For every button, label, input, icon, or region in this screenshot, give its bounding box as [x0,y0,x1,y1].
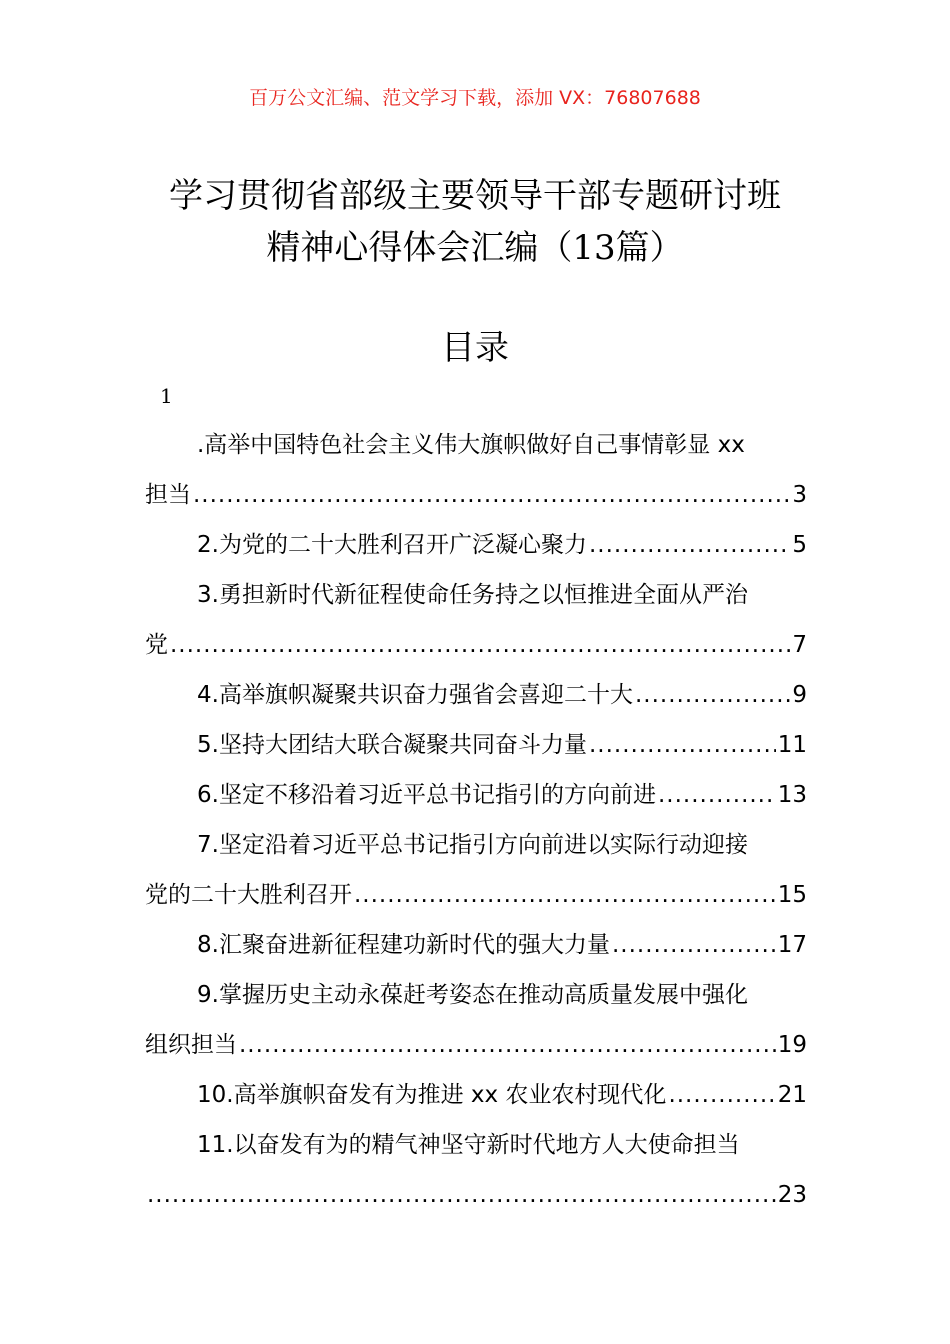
toc-entry-10-title: 10.高举旗帜奋发有为推进 xx 农业农村现代化 [197,1082,667,1108]
toc-entry-3-line-1[interactable]: 3.勇担新时代新征程使命任务持之以恒推进全面从严治 [197,582,748,608]
toc-dot-leader [668,1070,775,1120]
toc-entry-10[interactable] [145,1070,807,1120]
toc-entry-3-title-end: 党 [145,632,168,658]
document-title [0,170,950,274]
toc-dot-leader [239,1020,776,1070]
toc-heading: 目录 [441,328,509,368]
toc-entry-7-page: 15 [777,882,807,908]
toc-entry-1-page: 3 [792,482,807,508]
title-line-2 [0,222,950,274]
toc-entry-6-title: 6.坚定不移沿着习近平总书记指引的方向前进 [197,782,656,808]
toc-dot-leader [658,770,776,820]
toc-entry-7-line-1[interactable]: 7.坚定沿着习近平总书记指引方向前进以实际行动迎接 [197,832,748,858]
toc-leading-number: 1 [160,384,173,408]
toc-entry-1-line-2[interactable] [145,470,807,520]
toc-entry-9-title-end: 组织担当 [145,1032,237,1058]
toc-entry-7-title-end: 党的二十大胜利召开 [145,882,352,908]
toc-entry-9-page: 19 [777,1032,807,1058]
toc-dot-leader [612,920,776,970]
title-line-2-prefix: 精神心得体会汇编（ [266,228,573,268]
toc-entry-3-page: 7 [792,632,807,658]
toc-entry-7-line-2[interactable] [145,870,807,920]
header-watermark-note: 百万公文汇编、范文学习下载，添加 VX：76807688 [249,87,701,109]
title-line-1: 学习贯彻省部级主要领导干部专题研讨班 [169,176,781,216]
toc-dot-leader [170,620,790,670]
toc-entry-8-page: 17 [777,932,807,958]
toc-entry-9-line-1[interactable]: 9.掌握历史主动永葆赶考姿态在推动高质量发展中强化 [197,982,748,1008]
title-article-count: 13 [572,228,616,268]
toc-entry-1-title-end: 担当 [145,482,191,508]
toc-dot-leader [354,870,776,920]
toc-entry-2-page: 5 [792,532,807,558]
toc-entry-6[interactable] [145,770,807,820]
toc-entry-4-page: 9 [792,682,807,708]
toc-entry-5-title: 5.坚持大团结大联合凝聚共同奋斗力量 [197,732,587,758]
toc-dot-leader [147,1170,776,1220]
toc-entry-4-title: 4.高举旗帜凝聚共识奋力强省会喜迎二十大 [197,682,633,708]
toc-dot-leader [635,670,790,720]
toc-entry-2-title: 2.为党的二十大胜利召开广泛凝心聚力 [197,532,587,558]
toc-dot-leader [589,520,790,570]
title-line-2-suffix: 篇） [615,228,684,268]
toc-entry-1-line-1[interactable]: .高举中国特色社会主义伟大旗帜做好自己事情彰显 xx [197,432,745,458]
toc-entry-4[interactable] [145,670,807,720]
toc-entry-8[interactable] [145,920,807,970]
toc-entry-9-line-2[interactable] [145,1020,807,1070]
toc-entry-10-page: 21 [777,1082,807,1108]
toc-entry-11-line-2[interactable] [145,1170,807,1220]
toc-entry-8-title: 8.汇聚奋进新征程建功新时代的强大力量 [197,932,610,958]
toc-dot-leader [193,470,790,520]
toc-entry-3-line-2[interactable] [145,620,807,670]
toc-entry-6-page: 13 [777,782,807,808]
toc-entry-11-line-1[interactable]: 11.以奋发有为的精气神坚守新时代地方人大使命担当 [197,1132,740,1158]
toc-entry-5-page: 11 [777,732,807,758]
table-of-contents [145,420,807,1220]
toc-entry-5[interactable] [145,720,807,770]
toc-entry-2[interactable] [145,520,807,570]
toc-entry-11-page: 23 [777,1182,807,1208]
toc-dot-leader [589,720,776,770]
